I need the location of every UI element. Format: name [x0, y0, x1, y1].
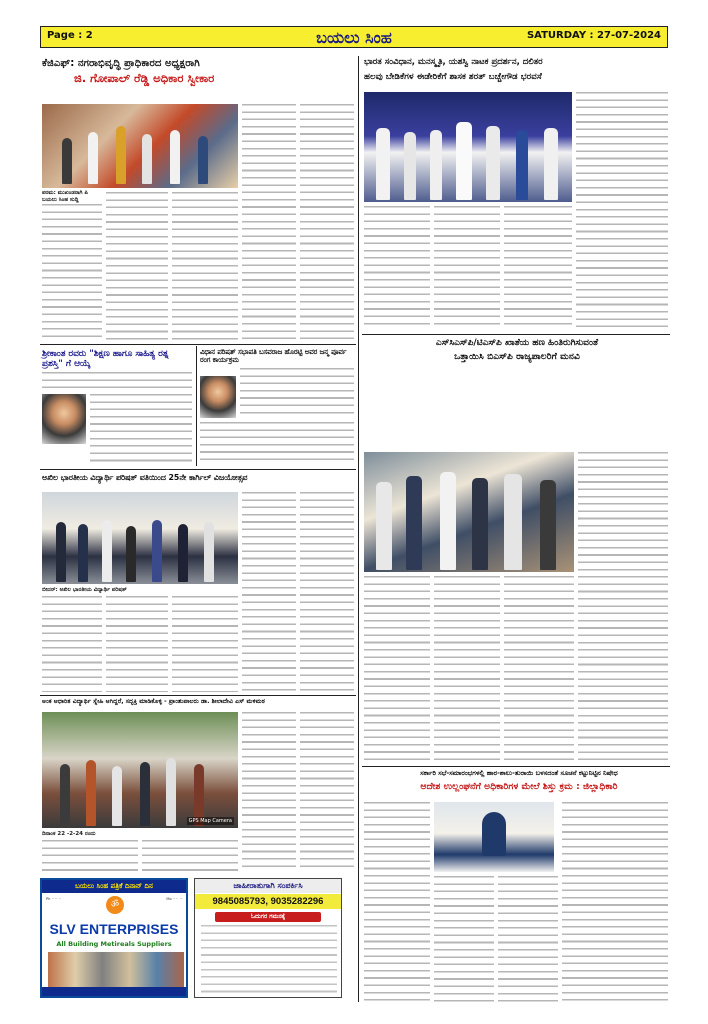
srikanth-headline: ಶ್ರೀಕಾಂತ ರವರು "ಶಿಕ್ಷಣ ಹಾಗೂ ಸಾಹಿತ್ಯ ರತ್ನ ಪ್ರಶಸ್ತಿ" ಗೆ ಆಯ್ಕೆ: [42, 349, 169, 370]
kargil-caption: ಬೀದರ್: ಅಖಿಲ ಭಾರತೀಯ ವಿದ್ಯಾರ್ಥಿ ಪರಿಷತ್: [42, 587, 127, 593]
slv-enterprises-ad: ಬಯಲು ಸಿಂಹ ಪತ್ರಿಕೆ ದಿನಾನ್ ದಿನ Ph ·· ·· ·· ॐ Mo ·· ·· ·· SLV ENTERPRISES All Building Metireals Suppliers: [40, 878, 188, 998]
readers-notice-body: [201, 925, 337, 995]
masthead: [40, 26, 668, 48]
slv-ad-name: SLV ENTERPRISES: [49, 921, 179, 937]
govt-kicker: ಸರ್ಕಾರಿ ಸಭೆ-ಸಮಾರಂಭಗಳಲ್ಲಿ ಹಾರ-ಶಾಲು-ತುರಾಯಿ ಬಳಸದಂತೆ ಸೂಚನೆ ಕಟ್ಟುನಿಟ್ಟಿನ ನಿಷೇಧ: [420, 769, 618, 777]
council-portrait: [200, 376, 236, 418]
scst-memorandum-photo: [364, 452, 574, 572]
scst-body-col2: [434, 576, 500, 762]
kargil-body-col2: [106, 596, 168, 692]
slv-ad-top-bar: ಬಯಲು ಸಿಂಹ ಪತ್ರಿಕೆ ದಿನಾನ್ ದಿನ: [42, 880, 186, 893]
building-materials-icon: [48, 952, 184, 988]
culture-stage-photo: [364, 92, 572, 202]
scst-body-col3: [504, 576, 574, 762]
kgf-body-col4: [242, 104, 296, 340]
kgf-body-col1: [42, 204, 102, 340]
advertise-phone: 9845085793, 9035282296: [195, 894, 341, 909]
advertise-title: ಜಾಹೀರಾತುಗಾಗಿ ಸಂಪರ್ಕಿಸಿ: [195, 879, 341, 893]
govt-headline: ಆದೇಶ ಉಲ್ಲಂಘನೆಗೆ ಅಧಿಕಾರಿಗಳ ಮೇಲೆ ಶಿಸ್ತು ಕ್ರಮ : ಜಿಲ್ಲಾಧಿಕಾರಿ: [420, 781, 618, 792]
council-body-b: [200, 422, 354, 466]
kgf-headline-line2: ಜಿ. ಗೋಪಾಲ್ ರೆಡ್ಡಿ ಅಧಿಕಾರ ಸ್ವೀಕಾರ: [74, 71, 215, 85]
page-number: Page : 2: [47, 30, 93, 41]
srikanth-portrait: [42, 394, 86, 444]
kargil-body-col5: [300, 492, 354, 692]
kgf-photo-caption: ಪರಮ: ಮುಖಂಡರಾಗಿ ಪಿ ಬಯಲು ಸಿಂಹ ಸುದ್ದಿ: [42, 190, 89, 203]
srikanth-body-a: [42, 372, 192, 392]
kargil-body-col3: [172, 596, 238, 692]
college-body-col4: [300, 712, 354, 872]
kgf-photo: [42, 104, 238, 188]
govt-body-col4: [562, 802, 668, 1002]
college-body-col3: [242, 712, 296, 872]
newspaper-page: [34, 16, 674, 1016]
college-headline: ಅಂಕ ಆಧಾರಿತ ವಿದ್ಯಾರ್ಥಿ ಸ್ನೇಹಿ ಆಗಿದ್ದರೆ, ಸದ್ಭಕ್ತಿ ಮಾಡಿಕೊಳ್ಳಿ - ಪ್ರಾಂಶುಪಾಲರು ಡಾ. ಶೀಲಾದೇವಿ ಎಸ್ ಮಳಿಮಠ: [42, 698, 265, 705]
college-photo: [42, 712, 238, 828]
culture-body-col1: [364, 206, 430, 330]
gps-watermark: GPS Map Camera: [188, 818, 232, 824]
council-body-a: [240, 368, 354, 418]
kgf-body-col5: [300, 104, 354, 340]
kargil-headline: ಅಖಿಲ ಭಾರತೀಯ ವಿದ್ಯಾರ್ಥಿ ಪರಿಷತ್ ವತಿಯಿಂದ 25ನೇ ಕಾರ್ಗಿಲ್ ವಿಜಯೋತ್ಸವ: [42, 473, 248, 482]
culture-headline-line1: ಭಾರತ ಸಂವಿಧಾನ, ಮನಸ್ಮೃತಿ, ಯಶಸ್ವಿ ನಾಟಕ ಪ್ರದರ್ಶನ, ದಲಿತರ: [364, 57, 543, 67]
culture-body-col2: [434, 206, 500, 330]
scst-body-col1: [364, 576, 430, 762]
om-symbol-icon: ॐ: [106, 896, 124, 914]
college-body-col2: [142, 840, 238, 872]
kargil-body-col1: [42, 596, 102, 692]
kargil-photo: [42, 492, 238, 584]
readers-notice-title: ಓದುಗರ ಗಮನಕ್ಕೆ: [215, 912, 321, 922]
govt-body-col1: [364, 802, 430, 1002]
kargil-body-col4: [242, 492, 296, 692]
scst-headline-line1: ಎಸ್‌ಸಿಎಸ್‌ಪಿ/ಟಿಎಸ್‌ಪಿ ಖಾತೆಯ ಹಣ ಹಿಂತಿರುಗಿಸುವಂತೆ: [435, 338, 599, 348]
govt-body-col3: [498, 876, 558, 1002]
culture-body-col3: [504, 206, 572, 330]
srikanth-body-b: [90, 394, 192, 466]
scst-headline-line2: ಒತ್ತಾಯಿಸಿ ಬಿಎಸ್‌ಪಿ ರಾಜ್ಯಪಾಲರಿಗೆ ಮನವಿ: [454, 351, 580, 362]
govt-collector-photo: [434, 802, 554, 872]
govt-body-col2: [434, 876, 494, 1002]
slv-ad-tagline: All Building Metireals Suppliers: [56, 940, 172, 948]
newspaper-title: ಬಯಲು ಸಿಂಹ: [316, 28, 392, 47]
kgf-body-col2: [106, 192, 168, 340]
council-headline: ವಿಧಾನ ಪರಿಷತ್ ಸಭಾಪತಿ ಬಸವರಾಜ ಹೊರಟ್ಟಿ ಅವರ ಜನ್ಮ ಪೂರ್ವ ರಂಗ ಕಾರ್ಯಕ್ರಮ: [200, 348, 347, 364]
culture-headline-line2: ಹಲವು ಬೇಡಿಕೆಗಳ ಈಡೇರಿಕೆಗೆ ಶಾಸಕ ಶರತ್ ಬಚ್ಚೇಗೌಡ ಭರವಸೆ: [364, 72, 542, 82]
kgf-headline-line1: ಕೆಜಿಎಫ್: ನಗರಾಭಿವೃದ್ಧಿ ಪ್ರಾಧಿಕಾರದ ಅಧ್ಯಕ್ಷರಾಗಿ: [42, 58, 200, 69]
advertise-contact-box: [194, 878, 342, 998]
issue-date: SATURDAY : 27-07-2024: [526, 30, 661, 41]
scst-body-col4: [578, 452, 668, 762]
culture-body-col4: [576, 92, 668, 330]
kgf-body-col3: [172, 192, 238, 340]
college-caption: ದಿನಾಂಕ 22 -2-24 ರಂದು: [42, 831, 96, 837]
college-body-col1: [42, 840, 138, 872]
